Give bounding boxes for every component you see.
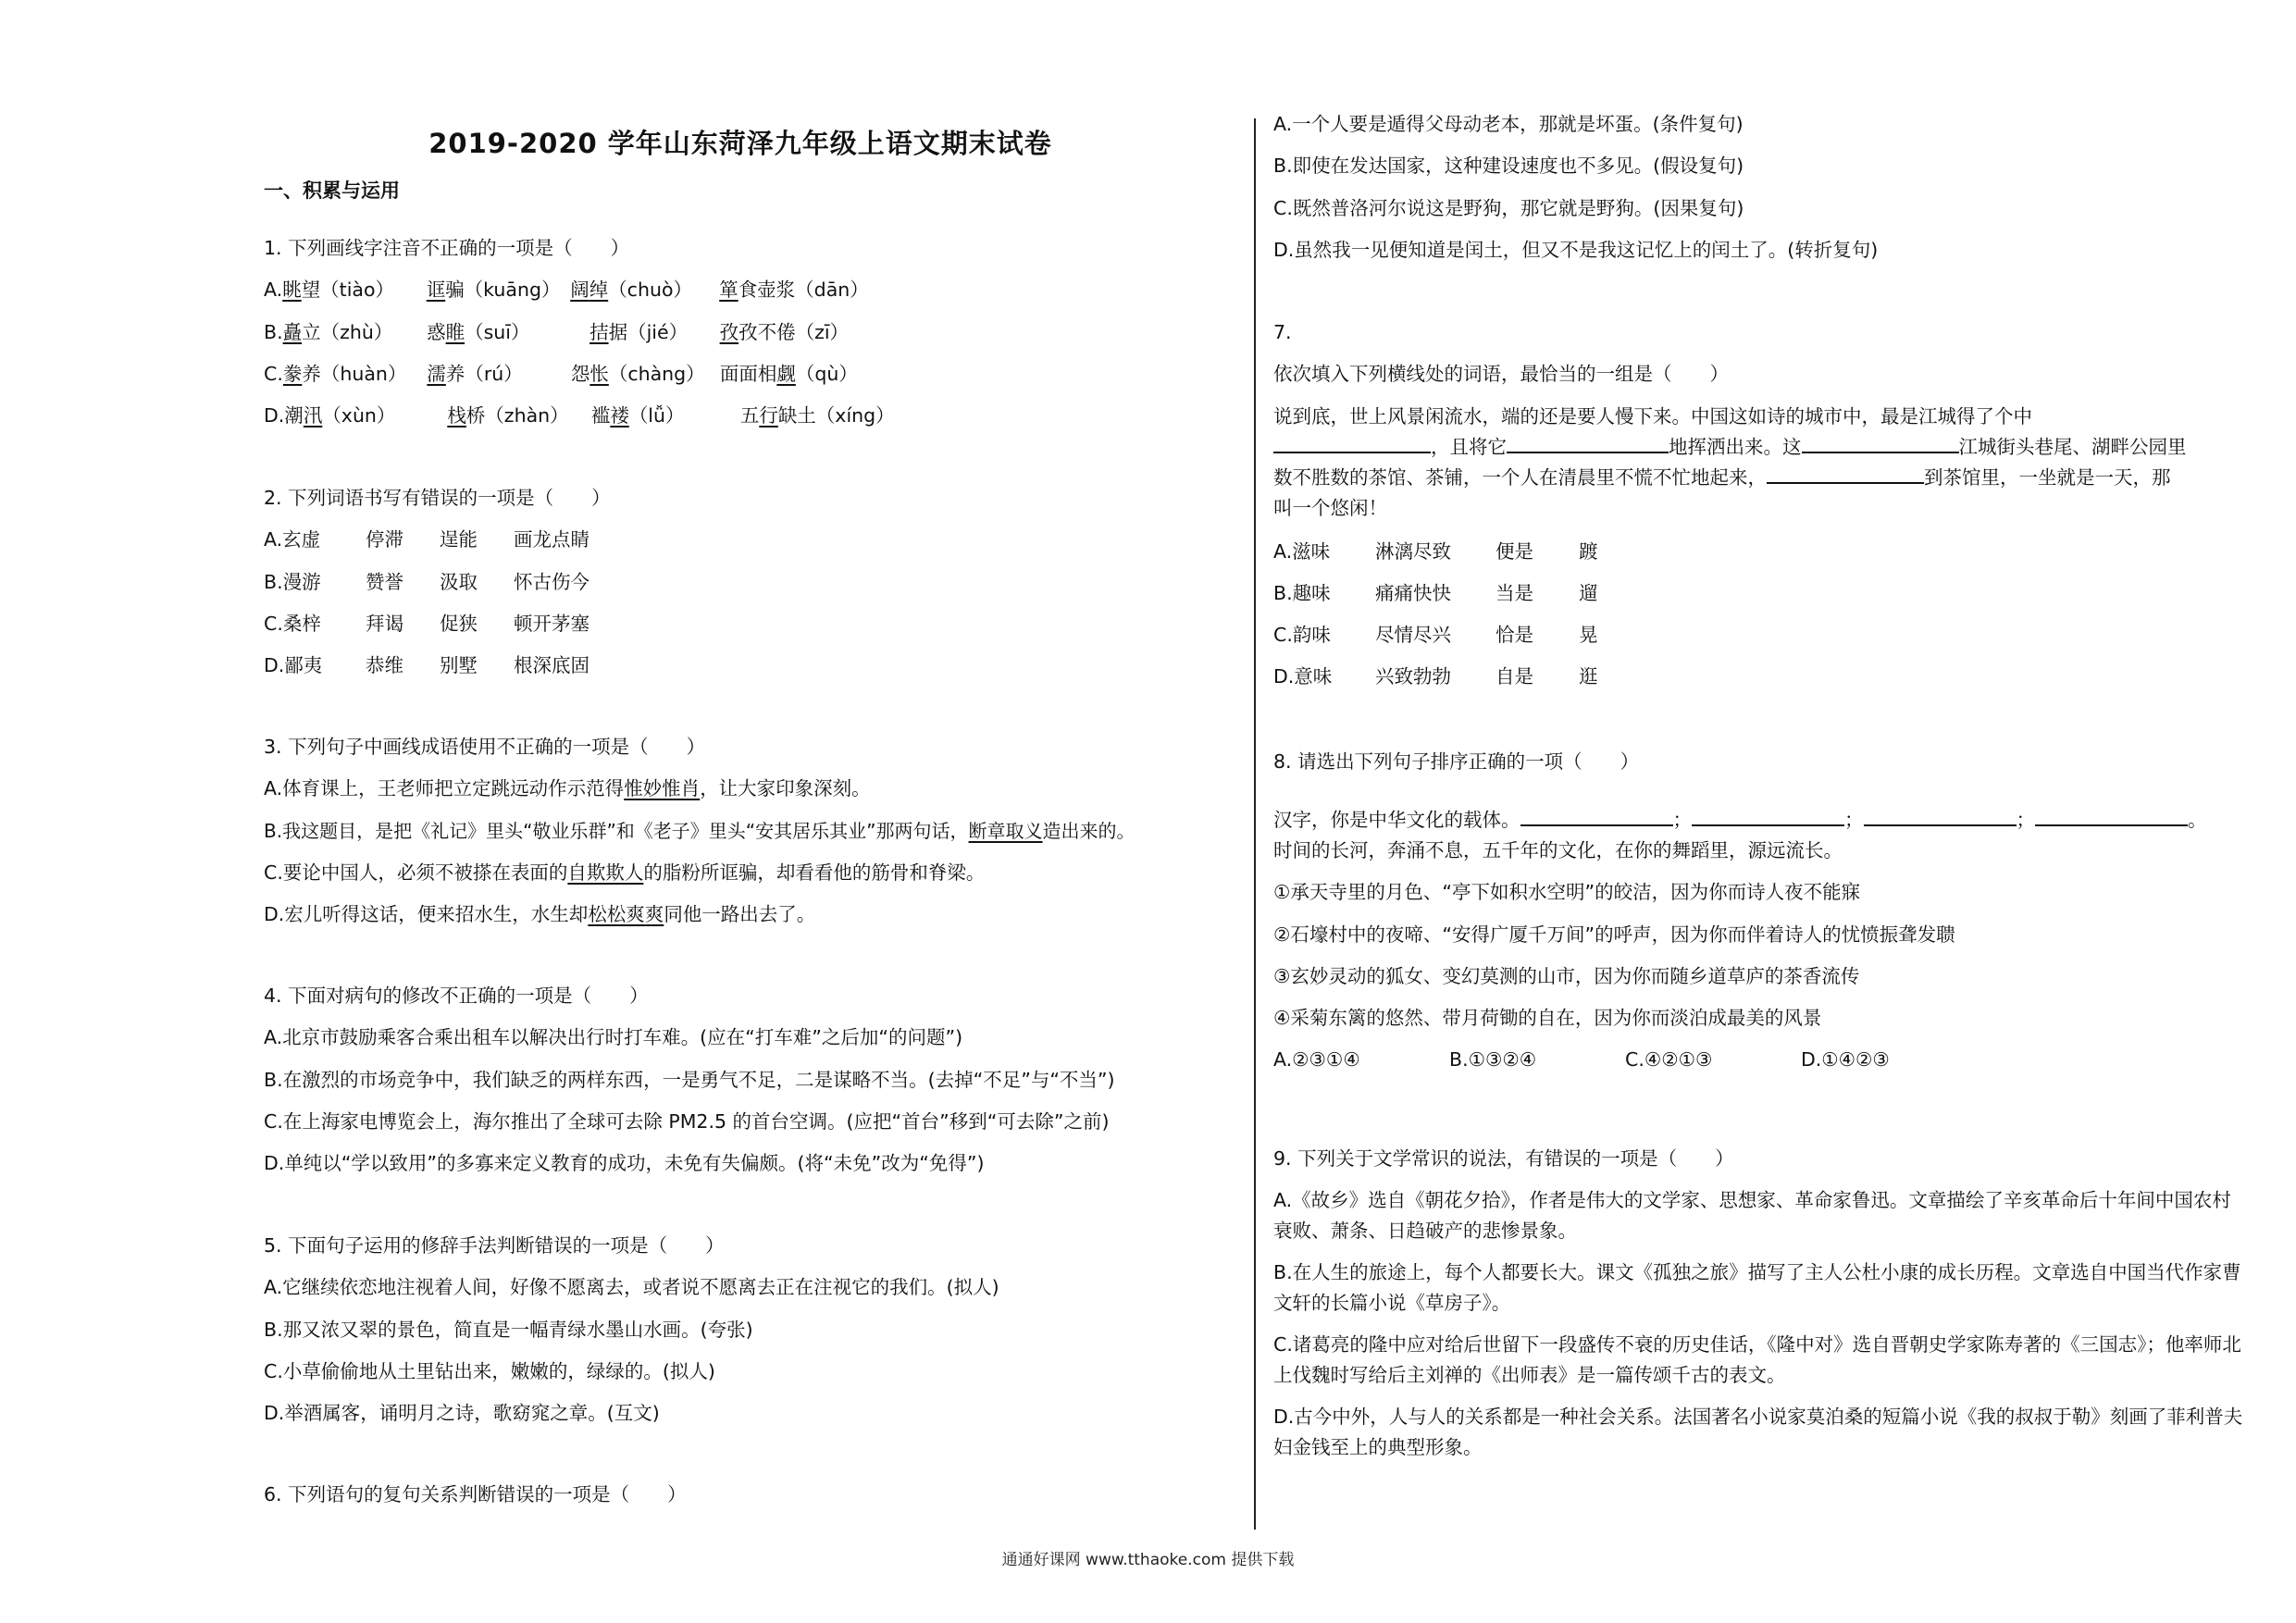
option-b: B.那又浓又翠的景色，简直是一幅青绿水墨山水画。(夸张): [264, 1318, 753, 1341]
option-text: 望（tiào）: [301, 279, 395, 302]
underlined-char: 眺: [282, 279, 302, 302]
fill-blank: [1767, 464, 1924, 484]
option-c: C.小草偷偷地从土里钻出来，嫩嫩的，绿绿的。(拟人): [264, 1359, 715, 1382]
option-d: D.举酒属客，诵明月之诗，歌窈窕之章。(互文): [264, 1402, 660, 1425]
passage-text: 江城街头巷尾、湖畔公园里: [1958, 435, 2187, 458]
option-text: 怨: [570, 362, 590, 385]
sentence-4: ④采菊东篱的悠然、带月荷锄的自在，因为你而淡泊成最美的风景: [1273, 1007, 1822, 1030]
separator: ；: [1844, 809, 1864, 832]
option-text: C.要论中国人，必须不被搽在表面的: [264, 861, 568, 884]
underlined-char: 觑: [776, 362, 796, 385]
option-text: 骗（kuāng）: [445, 279, 561, 302]
footer-source: 通通好课网 www.tthaoke.com 提供下载: [1001, 1551, 1295, 1569]
underlined-idiom: 自欺欺人: [567, 861, 644, 884]
option-text: 五: [739, 404, 760, 427]
option-text: 汲取: [440, 570, 478, 593]
option-text: （qù）: [795, 362, 858, 385]
option-text: D.鄙夷: [264, 654, 323, 677]
option-text: C.韵味: [1273, 624, 1331, 647]
option-text: 逞能: [440, 528, 478, 551]
fill-blank: [1864, 806, 2017, 826]
passage-text: ，且将它: [1431, 435, 1507, 458]
option-text: 恰是: [1496, 624, 1533, 647]
option-text: 立（zhù）: [302, 320, 393, 343]
question-stem: 4. 下面对病句的修改不正确的一项是（ ）: [264, 985, 649, 1007]
underlined-idiom: 惟妙惟肖: [624, 777, 701, 800]
option-text: C.: [264, 362, 283, 385]
option-c: C.诸葛亮的隆中应对给后世留下一段盛传不衰的历史佳话，《隆中对》选自晋朝史学家陈寿著的《三国志》；他率师北上伐魏时写给后主刘禅的《出师表》是一篇传颂千古的表文。: [1273, 1333, 2241, 1387]
option-text: 踱: [1579, 539, 1598, 563]
option-c: [264, 353, 1217, 395]
option-d: D.单纯以“学以致用”的多寡来定义教育的成功，未免有失偏颇。(将“未免”改为“免得”): [264, 1152, 985, 1175]
option-text: 便是: [1496, 539, 1533, 563]
option-text: 桥（zhàn）: [465, 404, 569, 427]
option-text: D.意味: [1273, 665, 1333, 688]
option-text: A.: [264, 279, 283, 302]
underlined-idiom: 松松爽爽: [588, 903, 664, 926]
passage-line: 时间的长河，奔涌不息，五千年的文化，在你的舞蹈里，源远流长。: [1273, 839, 1843, 862]
option-text: D.潮: [264, 404, 304, 427]
passage-text: 到茶馆里，一坐就是一天，那: [1924, 465, 2171, 489]
underlined-char: 怅: [590, 362, 609, 385]
option-text: 痛痛快快: [1375, 581, 1451, 604]
option-text: 缺土（xíng）: [777, 404, 895, 427]
underlined-char: 行: [759, 404, 778, 427]
underlined-char: 绰: [589, 279, 609, 302]
question-stem: 8. 请选出下列句子排序正确的一项（ ）: [1273, 750, 1640, 773]
option-text: （chàng）: [608, 362, 705, 385]
underlined-char: 睢: [445, 320, 465, 343]
option-text: 孜不倦（zī）: [738, 320, 850, 343]
option-text: 据（jié）: [608, 320, 689, 343]
question-6-options: [1273, 104, 2245, 271]
question-stem: 3. 下列句子中画线成语使用不正确的一项是（ ）: [264, 736, 706, 758]
option-text: 自是: [1496, 665, 1533, 688]
underlined-char: 箪: [719, 279, 738, 302]
passage-text: 汉字，你是中华文化的载体。: [1273, 809, 1520, 832]
question-4: [264, 975, 1217, 1184]
fill-blank: [1802, 433, 1959, 453]
fill-blank: [1273, 433, 1431, 453]
option-c: [264, 603, 1217, 645]
underlined-char: 矗: [282, 320, 303, 343]
option-text: 晃: [1579, 624, 1598, 647]
underlined-char: 濡: [427, 362, 446, 385]
option-c: C.④②①③: [1625, 1048, 1713, 1072]
option-d: D.虽然我一见便知道是闰土，但又不是我这记忆上的闰土了。(转折复句): [1273, 238, 1879, 261]
option-text: 拜谒: [366, 612, 403, 635]
option-text: 赞誉: [366, 570, 403, 593]
option-b: [264, 811, 1217, 852]
option-text: D.宏儿听得这话，便来招水生，水生却: [264, 903, 589, 926]
option-text: 恭维: [366, 654, 403, 677]
fill-blank: [1692, 806, 1844, 826]
option-text: 逛: [1579, 665, 1598, 688]
question-number: 7.: [1273, 321, 1292, 343]
option-d: [264, 395, 1217, 437]
option-a: [264, 269, 1217, 311]
question-8: [1273, 741, 2245, 1082]
option-text: B.我这题目，是把《礼记》里头“敬业乐群”和《老子》里头“安其居乐其业”那两句话，: [264, 819, 969, 842]
option-text: 惑: [427, 320, 446, 343]
option-text: 养（huàn）: [302, 362, 407, 385]
option-text: （lǚ）: [628, 404, 685, 427]
option-a: [264, 768, 1217, 810]
option-text: 怀古伤今: [514, 570, 590, 593]
option-b: [264, 562, 1217, 603]
underlined-char: 汛: [303, 404, 323, 427]
option-text: 同他一路出去了。: [664, 903, 816, 926]
option-text: 遛: [1579, 581, 1598, 604]
option-a: A.②③①④: [1273, 1048, 1360, 1072]
option-text: ，让大家印象深刻。: [700, 777, 871, 800]
underlined-char: 豢: [282, 362, 303, 385]
separator: ；: [2016, 809, 2035, 832]
passage-line: [1273, 805, 2245, 836]
option-text: C.桑梓: [264, 612, 321, 635]
underlined-char: 褛: [610, 404, 629, 427]
underlined-char: 孜: [719, 320, 739, 343]
sentence-1: ①承天寺里的月色、“亭下如积水空明”的皎洁，因为你而诗人夜不能寐: [1273, 881, 1861, 904]
fill-blank: [2035, 806, 2188, 826]
option-text: （suī）: [465, 320, 530, 343]
option-d: [1273, 656, 2245, 698]
option-a: A.一个人要是遁得父母动老本，那就是坏蛋。(条件复句): [1273, 113, 1744, 135]
option-d: D.①④②③: [1801, 1048, 1890, 1072]
question-stem: 2. 下列词语书写有错误的一项是（ ）: [264, 487, 611, 509]
question-stem: 依次填入下列横线处的词语，最恰当的一组是（ ）: [1273, 363, 1729, 386]
option-text: B.趣味: [1273, 581, 1331, 604]
question-stem: 9. 下列关于文学常识的说法，有错误的一项是（ ）: [1273, 1147, 1734, 1170]
underlined-char: 拮: [590, 320, 609, 343]
underlined-char: 阔: [570, 279, 590, 302]
option-b: B.即使在发达国家，这种建设速度也不多见。(假设复句): [1273, 155, 1744, 178]
separator: 。: [2188, 809, 2207, 832]
option-text: 别墅: [440, 654, 478, 677]
option-text: 顿开茅塞: [514, 612, 590, 635]
option-text: 褴: [590, 404, 611, 427]
option-a: [264, 519, 1217, 561]
option-a: A.北京市鼓励乘客合乘出租车以解决出行时打车难。(应在“打车难”之后加“的问题”): [264, 1026, 963, 1049]
option-text: A.体育课上，王老师把立定跳远动作示范得: [264, 777, 625, 800]
question-2: [264, 477, 1217, 687]
option-text: 画龙点睛: [514, 528, 590, 551]
option-a: [1273, 531, 2245, 573]
option-text: 淋漓尽致: [1375, 539, 1451, 563]
option-text: 的脂粉所诓骗，却看看他的筋骨和脊梁。: [643, 861, 986, 884]
option-text: 停滞: [366, 528, 403, 551]
question-stem: 1. 下列画线字注音不正确的一项是（ ）: [264, 237, 630, 259]
option-text: 兴致勃勃: [1375, 665, 1451, 688]
answer-options: [1273, 1039, 2245, 1081]
underlined-char: 栈: [447, 404, 466, 427]
sentence-2: ②石壕村中的夜啼、“安得广厦千万间”的呼声，因为你而伴着诗人的忧愤振聋发聩: [1273, 923, 1955, 946]
question-7: [1273, 312, 2245, 699]
fill-blank: [1507, 433, 1669, 453]
option-c: C.在上海家电博览会上，海尔推出了全球可去除 PM2.5 的首台空调。(应把“首台”移到“可去除”之前): [264, 1109, 1110, 1133]
fill-blank: [1520, 806, 1673, 826]
option-b: B.①③②④: [1449, 1048, 1537, 1072]
question-stem: 6. 下列语句的复句关系判断错误的一项是（ ）: [264, 1483, 687, 1505]
option-text: （xùn）: [322, 404, 396, 427]
passage-line: 说到底，世上风景闲流水，端的还是要人慢下来。中国这如诗的城市中，最是江城得了个中: [1273, 404, 2032, 427]
separator: ；: [1672, 809, 1692, 832]
question-3: [264, 726, 1217, 935]
option-text: 促狭: [440, 612, 478, 635]
question-6: [264, 1474, 1217, 1516]
option-text: A.玄虚: [264, 528, 321, 551]
exam-title: 2019-2020 学年山东菏泽九年级上语文期末试卷: [428, 128, 1052, 159]
passage-line: [1273, 432, 2245, 463]
option-d: D.古今中外，人与人的关系都是一种社会关系。法国著名小说家莫泊桑的短篇小说《我的叔叔于勒》刻画了菲利普夫妇金钱至上的典型形象。: [1273, 1406, 2243, 1459]
option-a: A.《故乡》选自《朝花夕拾》，作者是伟大的文学家、思想家、革命家鲁迅。文章描绘了辛亥革命后十年间中国农村衰败、萧条、日趋破产的悲惨景象。: [1273, 1189, 2231, 1243]
option-a: A.它继续依恋地注视着人间，好像不愿离去，或者说不愿离去正在注视它的我们。(拟人): [264, 1276, 999, 1299]
option-c: [264, 852, 1217, 894]
option-text: 食壶浆（dān）: [738, 279, 869, 302]
option-b: [1273, 573, 2245, 614]
option-b: [264, 312, 1217, 353]
sentence-3: ③玄妙灵动的狐女、变幻莫测的山市，因为你而随乡道草庐的茶香流传: [1273, 964, 1860, 987]
option-text: 尽情尽兴: [1375, 624, 1451, 647]
section-heading: 一、积累与运用: [264, 180, 400, 202]
column-divider: [1254, 118, 1256, 1530]
option-text: 根深底固: [514, 654, 590, 677]
option-d: [264, 645, 1217, 687]
option-d: [264, 894, 1217, 935]
option-text: A.滋味: [1273, 539, 1331, 563]
underlined-idiom: 断章取义: [968, 819, 1043, 842]
passage-text: 数不胜数的茶馆、茶铺，一个人在清晨里不慌不忙地起来，: [1273, 465, 1767, 489]
option-text: 养（rú）: [445, 362, 523, 385]
option-b: B.在人生的旅途上，每个人都要长大。课文《孤独之旅》描写了主人公杜小康的成长历程。文章选自中国当代作家曹文轩的长篇小说《草房子》。: [1273, 1261, 2241, 1315]
option-c: [1273, 614, 2245, 656]
option-b: B.在激烈的市场竞争中，我们缺乏的两样东西，一是勇气不足，二是谋略不当。(去掉“不足”与“不当”): [264, 1068, 1115, 1091]
option-text: 面面相: [719, 362, 777, 385]
passage-line: 叫一个悠闲！: [1273, 496, 1387, 519]
question-1: [264, 228, 1217, 437]
passage-text: 地挥洒出来。这: [1669, 435, 1802, 458]
question-9: [1273, 1138, 2245, 1468]
option-text: 造出来的。: [1042, 819, 1136, 842]
option-text: B.漫游: [264, 570, 321, 593]
underlined-char: 诓: [426, 279, 446, 302]
option-text: 当是: [1496, 581, 1533, 604]
question-5: [264, 1225, 1217, 1434]
option-text: B.: [264, 320, 283, 343]
question-stem: 5. 下面句子运用的修辞手法判断错误的一项是（ ）: [264, 1234, 725, 1257]
passage-line: [1273, 463, 2245, 493]
option-c: C.既然普洛河尔说这是野狗，那它就是野狗。(因果复句): [1273, 196, 1744, 219]
option-text: （chuò）: [608, 279, 692, 302]
